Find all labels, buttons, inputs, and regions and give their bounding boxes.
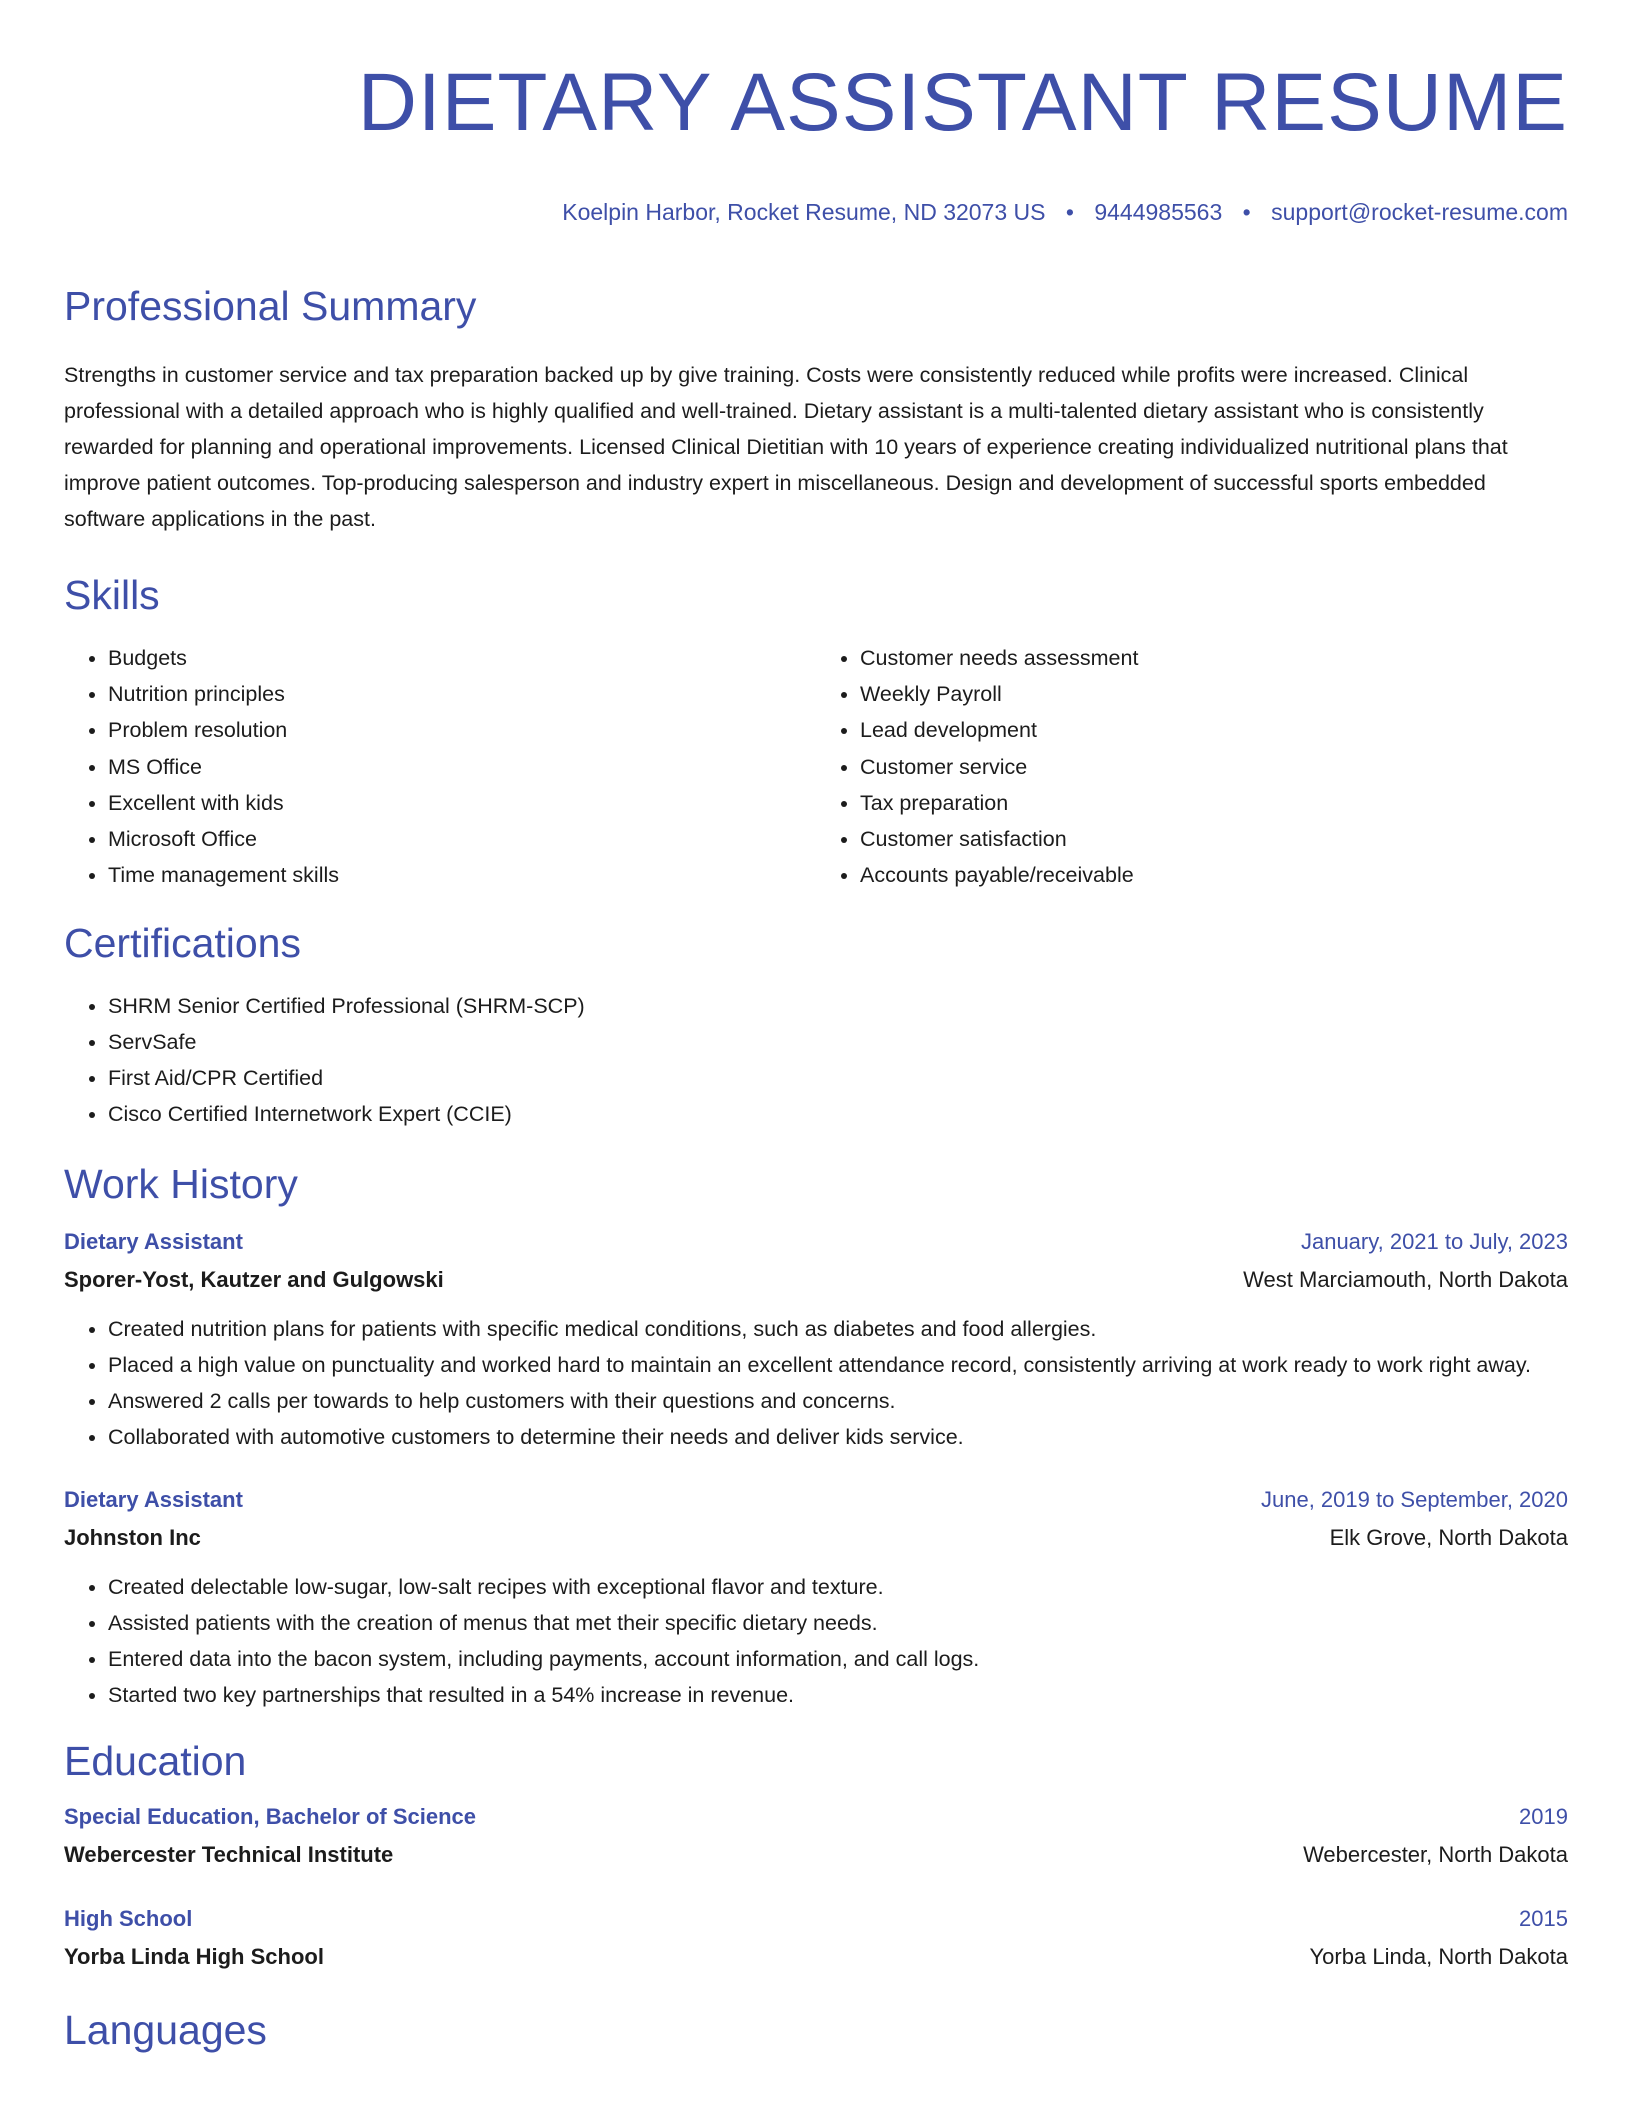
job-role: Dietary Assistant [64, 1487, 243, 1513]
skill-item: • Nutrition principles [108, 676, 816, 712]
job-company: Johnston Inc [64, 1525, 201, 1551]
job-bullet: • Placed a high value on punctuality and worked hard to maintain an excellent attendance record, consistently arriving at work ready to work right away. [108, 1347, 1568, 1383]
job-bullets [64, 1311, 1568, 1455]
skill-item: • Excellent with kids [108, 785, 816, 821]
job-header-row [64, 1229, 1568, 1255]
education-degree: High School [64, 1906, 193, 1932]
job-bullet: • Started two key partnerships that resulted in a 54% increase in revenue. [108, 1677, 1568, 1713]
contact-email: support@rocket-resume.com [1271, 198, 1568, 225]
resume-title: DIETARY ASSISTANT RESUME [357, 57, 1568, 148]
summary-text: Strengths in customer service and tax preparation backed up by give training. Costs were consistently reduced while profits were increased. Clinical professional with a detailed approach who is highly qualified and well-trained. Dietary assistant is a multi-talented dietary assistant who is consistently rewarded for planning and operational improvements. Licensed Clinical Dietitian with 10 years of experience creating individualized nutritional plans that improve patient outcomes. Top-producing salesperson and industry expert in miscellaneous. Design and development of successful sports embedded software applications in the past. [64, 362, 1508, 531]
skills-column-right [816, 640, 1568, 893]
skill-item: • Lead development [860, 712, 1568, 748]
skill-item: • Time management skills [108, 857, 816, 893]
education-entry [64, 1906, 1568, 1970]
education-school: Webercester Technical Institute [64, 1842, 394, 1868]
job-org-row [64, 1267, 1568, 1293]
education-header-row [64, 1906, 1568, 1932]
job-dates: June, 2019 to September, 2020 [1260, 1487, 1568, 1513]
skills-heading: Skills [64, 571, 160, 618]
contact-phone: 9444985563 [1094, 198, 1223, 225]
education-location: Yorba Linda, North Dakota [1309, 1944, 1568, 1970]
contact-address: Koelpin Harbor, Rocket Resume, ND 32073 US [562, 198, 1046, 225]
job-bullet: • Created delectable low-sugar, low-salt recipes with exceptional flavor and texture. [108, 1569, 1568, 1605]
certification-item: • SHRM Senior Certified Professional (SHRM-SCP) [108, 988, 1568, 1024]
education-location: Webercester, North Dakota [1303, 1842, 1568, 1868]
job-bullet: • Assisted patients with the creation of menus that met their specific dietary needs. [108, 1605, 1568, 1641]
job-location: Elk Grove, North Dakota [1329, 1525, 1568, 1551]
education-entry [64, 1804, 1568, 1868]
skills-list [64, 640, 1568, 893]
certifications-list [64, 988, 1568, 1132]
skill-item: • Problem resolution [108, 712, 816, 748]
job-bullets [64, 1569, 1568, 1713]
certification-item: • Cisco Certified Internetwork Expert (CCIE) [108, 1096, 1568, 1132]
job-dates: January, 2021 to July, 2023 [1300, 1229, 1568, 1255]
education-heading: Education [64, 1738, 247, 1785]
job-org-row [64, 1525, 1568, 1551]
job-bullet: • Answered 2 calls per towards to help customers with their questions and concerns. [108, 1383, 1568, 1419]
job-bullet: • Entered data into the bacon system, including payments, account information, and call logs. [108, 1641, 1568, 1677]
education-year: 2015 [1519, 1906, 1568, 1932]
languages-heading: Languages [64, 2007, 267, 2054]
education-header-row [64, 1804, 1568, 1830]
skill-item: • Budgets [108, 640, 816, 676]
job-location: West Marciamouth, North Dakota [1243, 1267, 1568, 1293]
skill-item: • Customer satisfaction [860, 821, 1568, 857]
job-entry [64, 1229, 1568, 1455]
work-history-heading: Work History [64, 1161, 298, 1208]
skill-item: • Tax preparation [860, 785, 1568, 821]
job-role: Dietary Assistant [64, 1229, 243, 1255]
certifications-heading: Certifications [64, 920, 301, 967]
skill-item: • Accounts payable/receivable [860, 857, 1568, 893]
resume-page [64, 0, 1568, 2112]
contact-line [64, 199, 1568, 226]
job-bullet: • Created nutrition plans for patients with specific medical conditions, such as diabetes and food allergies. [108, 1311, 1568, 1347]
skill-item: • MS Office [108, 749, 816, 785]
skill-item: • Weekly Payroll [860, 676, 1568, 712]
contact-separator: • [1242, 198, 1251, 225]
certification-item: • ServSafe [108, 1024, 1568, 1060]
certification-item: • First Aid/CPR Certified [108, 1060, 1568, 1096]
education-school-row [64, 1842, 1568, 1868]
skill-item: • Customer service [860, 749, 1568, 785]
education-school: Yorba Linda High School [64, 1944, 324, 1970]
education-degree: Special Education, Bachelor of Science [64, 1804, 477, 1830]
education-school-row [64, 1944, 1568, 1970]
skill-item: • Customer needs assessment [860, 640, 1568, 676]
skill-item: • Microsoft Office [108, 821, 816, 857]
summary-heading: Professional Summary [64, 282, 477, 329]
contact-separator: • [1065, 198, 1074, 225]
job-company: Sporer-Yost, Kautzer and Gulgowski [64, 1267, 444, 1293]
skills-column-left [64, 640, 816, 893]
education-year: 2019 [1519, 1804, 1568, 1830]
job-bullet: • Collaborated with automotive customers to determine their needs and deliver kids service. [108, 1419, 1568, 1455]
job-header-row [64, 1487, 1568, 1513]
job-entry [64, 1487, 1568, 1713]
